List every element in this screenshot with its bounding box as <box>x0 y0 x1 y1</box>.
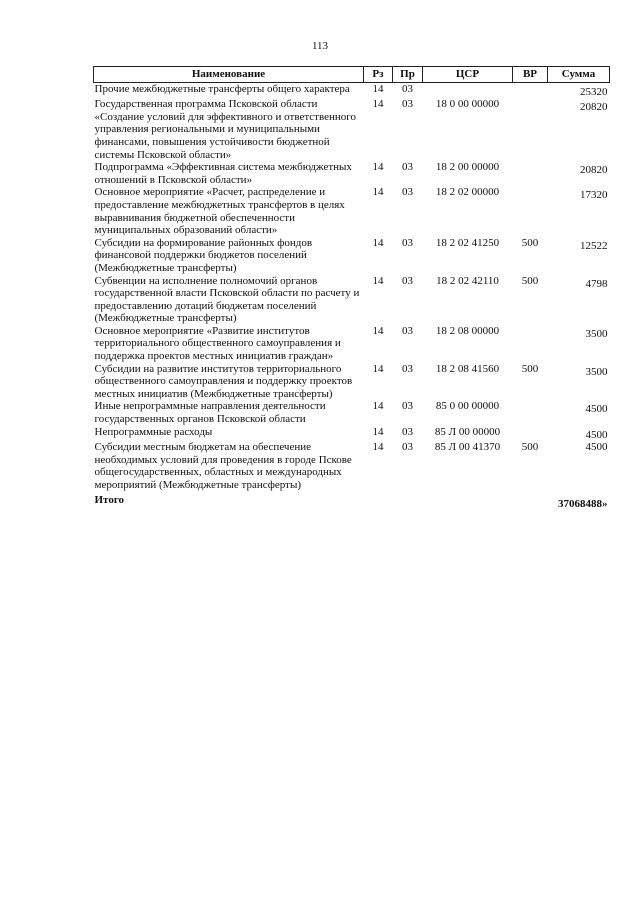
row-vr <box>513 186 548 236</box>
row-pr: 03 <box>402 441 413 454</box>
row-vr <box>513 161 548 186</box>
row-vr <box>513 98 548 161</box>
header-pr: Пр <box>393 67 423 83</box>
row-pr: 03 <box>402 236 413 249</box>
row-csr <box>423 82 513 98</box>
row-sum: 17320 <box>580 189 608 202</box>
row-name: Прочие межбюджетные трансферты общего характера <box>94 82 350 95</box>
table-row <box>94 98 610 161</box>
row-rz: 14 <box>372 98 384 111</box>
table-row <box>94 237 610 275</box>
table-row <box>94 426 610 442</box>
row-pr: 03 <box>402 98 413 111</box>
total-sum: 37068488» <box>558 497 608 510</box>
row-vr <box>513 325 548 363</box>
table-row <box>94 441 610 491</box>
page-number: 113 <box>311 40 329 52</box>
header-rz: Рз <box>364 67 393 83</box>
row-csr: 18 2 08 41560 <box>435 362 500 375</box>
row-vr: 500 <box>521 362 539 375</box>
row-sum: 4500 <box>585 441 608 454</box>
row-csr: 85 Л 00 41370 <box>434 441 501 454</box>
row-vr: 500 <box>521 236 539 249</box>
row-name: Субсидии местным бюджетам на обеспечение необходимых условий для проведения в городе Пскове общегосударственных, областных и международных мероприятий (Межбюджетные трансферты) <box>94 441 352 491</box>
row-csr: 18 2 02 42110 <box>436 274 499 287</box>
row-vr <box>513 82 548 98</box>
row-sum: 4798 <box>585 277 608 290</box>
table-row <box>94 82 610 98</box>
row-sum: 4500 <box>585 428 608 441</box>
header-sum: Сумма <box>548 67 610 83</box>
row-pr: 03 <box>402 161 413 174</box>
row-csr: 85 0 00 00000 <box>435 400 500 413</box>
row-name: Основное мероприятие «Развитие институтов территориального общественного самоуправления и поддержка проектов местных инициатив граждан» <box>94 324 341 363</box>
table-row <box>94 400 610 425</box>
row-rz: 14 <box>372 82 384 95</box>
row-pr: 03 <box>402 274 413 287</box>
total-row <box>94 492 610 511</box>
row-rz: 14 <box>372 186 384 199</box>
row-csr: 18 0 00 00000 <box>435 98 500 111</box>
header-name: Наименование <box>94 67 364 83</box>
row-name: Иные непрограммные направления деятельности государственных органов Псковской области <box>94 400 326 426</box>
row-rz: 14 <box>372 425 384 438</box>
table-row <box>94 186 610 236</box>
row-sum: 20820 <box>580 164 608 177</box>
header-csr: ЦСР <box>423 67 513 83</box>
row-name: Государственная программа Псковской области «Создание условий для эффективного и ответственного управления региональными и муниципальными финансами, повышения устойчивости бюджетной системы Псковской области» <box>94 98 357 161</box>
row-pr: 03 <box>402 186 413 199</box>
row-sum: 12522 <box>580 239 608 252</box>
row-rz: 14 <box>372 400 384 413</box>
row-sum: 4500 <box>585 403 608 416</box>
row-rz: 14 <box>372 236 384 249</box>
row-sum: 25320 <box>580 85 608 98</box>
row-pr: 03 <box>402 362 413 375</box>
row-vr <box>513 400 548 425</box>
row-pr: 03 <box>402 324 413 337</box>
row-csr: 18 2 08 00000 <box>435 324 500 337</box>
row-name: Субсидии на развитие институтов территориального общественного самоуправления и поддержку проектов местных инициатив (Межбюджетные трансферты) <box>94 362 353 400</box>
row-vr: 500 <box>521 441 539 454</box>
row-csr: 18 2 00 00000 <box>435 161 500 174</box>
row-rz: 14 <box>372 441 384 454</box>
row-sum: 20820 <box>580 101 608 114</box>
row-csr: 18 2 02 41250 <box>435 236 500 249</box>
row-sum: 3500 <box>585 365 608 378</box>
row-pr: 03 <box>402 82 413 95</box>
table-row <box>94 325 610 363</box>
header-vr: ВР <box>513 67 548 83</box>
budget-table <box>93 66 610 510</box>
table-header-row <box>94 67 610 83</box>
row-rz: 14 <box>372 161 384 174</box>
row-name: Основное мероприятие «Расчет, распределение и предоставление межбюджетных трансфертов в целях выравнивания бюджетной обеспеченности муниципальных образований области» <box>94 186 345 237</box>
table-row <box>94 161 610 186</box>
row-name: Непрограммные расходы <box>94 425 213 438</box>
row-name: Подпрограмма «Эффективная система межбюджетных отношений в Псковской области» <box>94 161 352 186</box>
row-rz: 14 <box>372 324 384 337</box>
row-pr: 03 <box>402 400 413 413</box>
row-name: Субвенции на исполнение полномочий органов государственной власти Псковской области по расчету и предоставлению дотаций бюджетам поселений (Межбюджетные трансферты) <box>94 274 360 325</box>
table-row <box>94 275 610 325</box>
total-label: Итого <box>94 493 125 506</box>
row-vr: 500 <box>521 274 539 287</box>
row-name: Субсидии на формирование районных фондов финансовой поддержки бюджетов поселений (Межбюджетные трансферты) <box>94 236 313 274</box>
row-csr: 85 Л 00 00000 <box>434 425 501 438</box>
row-rz: 14 <box>372 274 384 287</box>
row-sum: 3500 <box>585 327 608 340</box>
row-csr: 18 2 02 00000 <box>435 186 500 199</box>
row-pr: 03 <box>402 425 413 438</box>
row-rz: 14 <box>372 362 384 375</box>
row-vr <box>513 426 548 442</box>
table-row <box>94 363 610 401</box>
